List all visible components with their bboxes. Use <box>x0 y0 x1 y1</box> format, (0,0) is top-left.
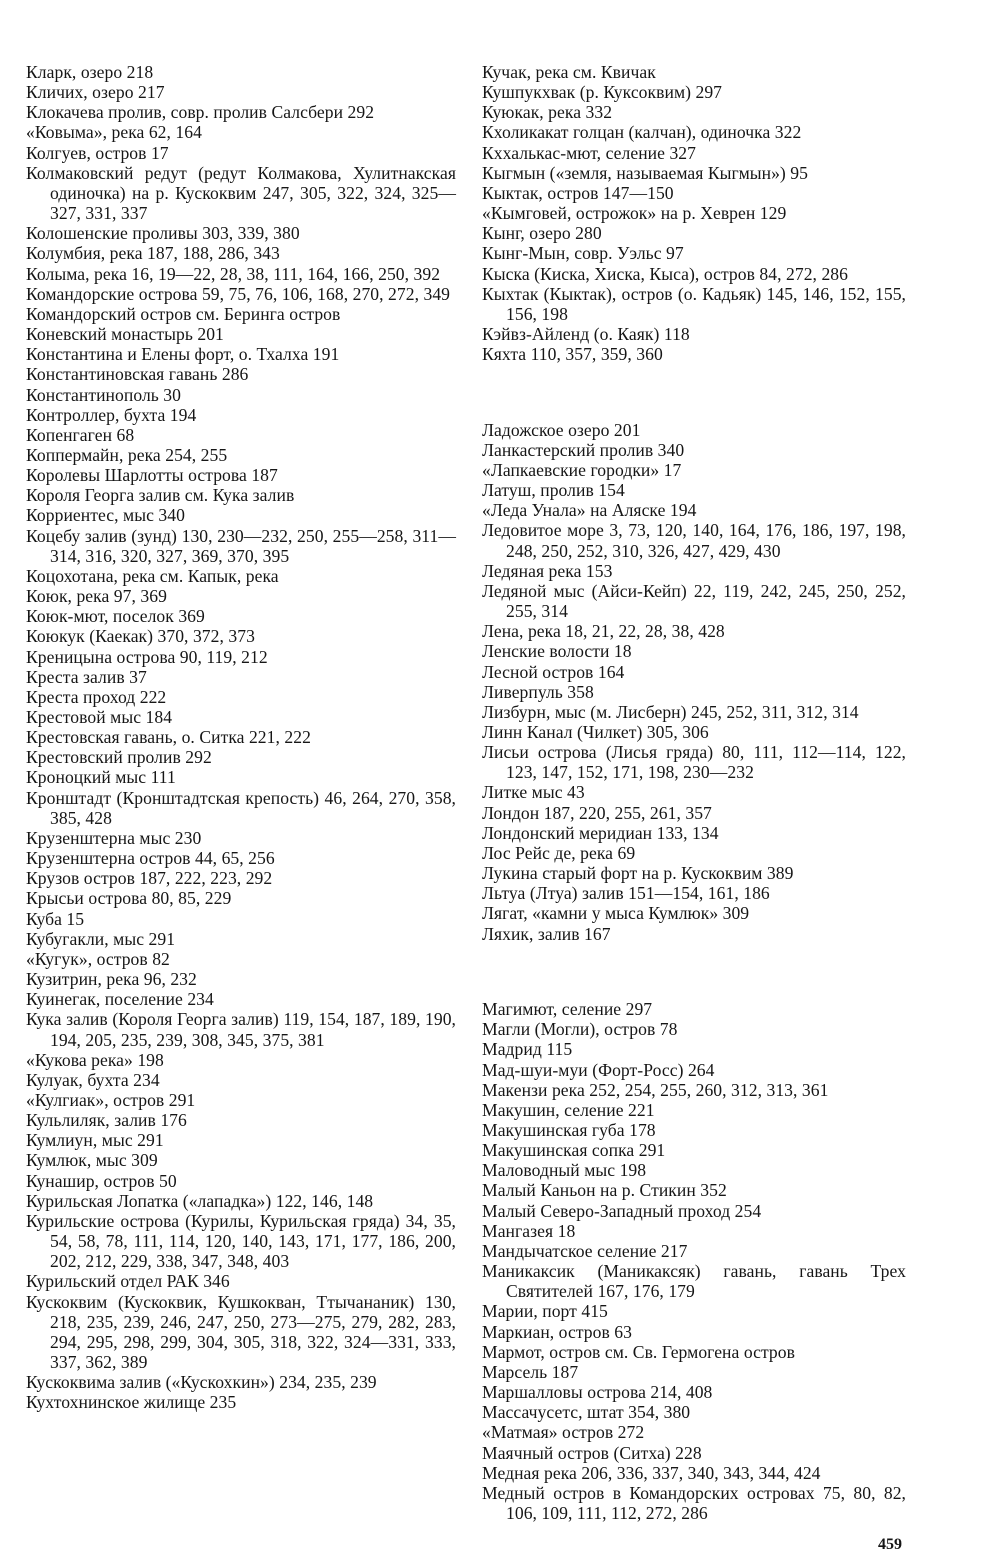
index-entry: Марии, порт 415 <box>482 1301 608 1322</box>
index-entry: Ливерпуль 358 <box>482 681 594 702</box>
index-entry: Крестовская гавань, о. Ситка 221, 222 <box>26 727 311 748</box>
index-entry: Мангазея 18 <box>482 1220 576 1241</box>
index-entry: Креста залив 37 <box>26 666 147 687</box>
index-entry: Лесной остров 164 <box>482 661 625 682</box>
page-number: 459 <box>878 1536 902 1553</box>
index-entry: Корриентес, мыс 340 <box>26 505 185 526</box>
index-entry: Латуш, пролив 154 <box>482 480 625 501</box>
index-entry: Клокачева пролив, совр. пролив Салсбери 292 <box>26 102 375 123</box>
index-entry: Маловодный мыс 198 <box>482 1160 647 1181</box>
index-entry: Кларк, озеро 218 <box>26 62 154 82</box>
index-entry: Макензи река 252, 254, 255, 260, 312, 313, 361 <box>482 1079 829 1100</box>
index-entry: Крузов остров 187, 222, 223, 292 <box>26 868 273 889</box>
index-entry: Маячный остров (Ситха) 228 <box>482 1442 702 1463</box>
index-entry: Колумбия, река 187, 188, 286, 343 <box>26 243 280 264</box>
index-entry: Коцебу залив (зунд) 130, 230—232, 250, 255—258, 311—314, 316, 320, 327, 369, 370, 395 <box>26 525 456 566</box>
index-entry: Коневский монастырь 201 <box>26 324 224 345</box>
index-entry: Медная река 206, 336, 337, 340, 343, 344, 424 <box>482 1462 821 1483</box>
index-entry: Магимют, селение 297 <box>482 999 653 1020</box>
index-entry: Медный остров в Командорских островах 75, 80, 82, 106, 109, 111, 112, 272, 286 <box>482 1482 906 1523</box>
index-entry: Куба 15 <box>26 908 85 929</box>
index-entry: «Кукова река» 198 <box>26 1049 164 1070</box>
index-entry: Маркиан, остров 63 <box>482 1321 632 1342</box>
index-entry: Кузитрин, река 96, 232 <box>26 969 197 990</box>
index-entry: Массачусетс, штат 354, 380 <box>482 1402 691 1423</box>
index-entry: Креницына острова 90, 119, 212 <box>26 646 268 667</box>
index-entry: Лягат, «камни у мыса Кумлюк» 309 <box>482 903 750 924</box>
index-entry: Крузенштерна остров 44, 65, 256 <box>26 848 275 869</box>
index-entry: Кумлиун, мыс 291 <box>26 1130 164 1151</box>
index-entry: Коппермайн, река 254, 255 <box>26 444 228 465</box>
index-entry: Магли (Могли), остров 78 <box>482 1019 678 1040</box>
index-entry: Маршалловы острова 214, 408 <box>482 1382 713 1403</box>
index-entry: Мадрид 115 <box>482 1039 573 1060</box>
index-entry: Крысьи острова 80, 85, 229 <box>26 888 232 909</box>
index-entry: Кынг, озеро 280 <box>482 223 602 244</box>
index-entry: Короля Георга залив см. Кука залив <box>26 485 295 506</box>
index-entry: Лос Рейс де, река 69 <box>482 842 636 863</box>
index-entry: Марсель 187 <box>482 1361 579 1382</box>
index-entry: Литке мыс 43 <box>482 782 585 803</box>
index-entry: «Кулгиак», остров 291 <box>26 1089 196 1110</box>
index-entry: Командорские острова 59, 75, 76, 106, 168, 270, 272, 349 <box>26 283 451 304</box>
index-entry: Кучак, река см. Квичак <box>482 62 656 82</box>
index-entry: Коюк, река 97, 369 <box>26 586 167 607</box>
index-entry: Креста проход 222 <box>26 686 167 707</box>
index-entry: Кушпукхвак (р. Куксоквим) 297 <box>482 82 723 103</box>
index-entry: Кумлюк, мыс 309 <box>26 1150 158 1171</box>
index-entry: «Кугук», остров 82 <box>26 948 170 969</box>
index-entry: Колошенские проливы 303, 339, 380 <box>26 223 300 244</box>
index-entry: Константина и Елены форт, о. Тхалха 191 <box>26 344 340 365</box>
index-entry: Лондонский меридиан 133, 134 <box>482 822 719 843</box>
index-entry: «Лапкаевские городки» 17 <box>482 459 682 480</box>
index-column-right <box>482 62 906 1523</box>
index-entry: Лондон 187, 220, 255, 261, 357 <box>482 802 712 823</box>
index-entry: Ланкастерский пролив 340 <box>482 439 685 460</box>
index-entry: Мад-шуи-муи (Форт-Росс) 264 <box>482 1059 715 1080</box>
index-entry: Кускоквим (Кускоквик, Кушкокван, Ттычананик) 130, 218, 235, 239, 246, 247, 250, 273—275, 279, 282, 283, 294, 295, 298, 299, 304, 305, 318, 322, 324—331, 333, 337, 362, 389 <box>26 1291 456 1372</box>
index-entry: Ляхик, залив 167 <box>482 923 611 944</box>
index-entry: «Ковыма», река 62, 164 <box>26 122 202 143</box>
index-entry: Кульлиляк, залив 176 <box>26 1110 187 1131</box>
index-entry: Королевы Шарлотты острова 187 <box>26 465 278 486</box>
index-entry: Коюк-мют, поселок 369 <box>26 606 205 627</box>
index-entry: Кулуак, бухта 234 <box>26 1069 160 1090</box>
index-entry: Кыгмын («земля, называемая Кыгмын») 95 <box>482 162 808 183</box>
index-entry: Крузенштерна мыс 230 <box>26 827 202 848</box>
index-entry: Малый Каньон на р. Стикин 352 <box>482 1180 727 1201</box>
index-entry: Ленские волости 18 <box>482 641 632 662</box>
index-entry: Кыска (Киска, Хиска, Кыса), остров 84, 272, 286 <box>482 263 848 284</box>
index-entry: Крестовский пролив 292 <box>26 747 212 768</box>
index-entry: Курильская Лопатка («лападка») 122, 146, 148 <box>26 1190 374 1211</box>
index-entry: Кяхта 110, 357, 359, 360 <box>482 344 663 365</box>
index-entry: Кыктак, остров 147—150 <box>482 182 674 203</box>
index-entry: Кунашир, остров 50 <box>26 1170 177 1191</box>
index-entry: Колыма, река 16, 19—22, 28, 38, 111, 164, 166, 250, 392 <box>26 263 441 284</box>
index-entry: Мармот, остров см. Св. Гермогена остров <box>482 1341 795 1362</box>
index-entry: Лисьи острова (Лисья гряда) 80, 111, 112—114, 122, 123, 147, 152, 171, 198, 230—232 <box>482 742 906 783</box>
index-entry: Макушинская сопка 291 <box>482 1140 666 1161</box>
index-entry: Командорский остров см. Беринга остров <box>26 303 341 324</box>
index-entry: Кухтохнинское жилище 235 <box>26 1392 237 1413</box>
index-entry: Колмаковский редут (редут Колмакова, Хулитнакская одиночка) на р. Кускоквим 247, 305, 322, 324, 325—327, 331, 337 <box>26 162 456 224</box>
index-entry: Куюкак, река 332 <box>482 102 613 123</box>
index-entry: Кххалькас-мют, селение 327 <box>482 142 696 163</box>
index-entry: Константиновская гавань 286 <box>26 364 249 385</box>
index-entry: Коцохотана, река см. Капык, река <box>26 565 279 586</box>
index-entry: Курильский отдел РАК 346 <box>26 1271 230 1292</box>
index-entry: Контроллер, бухта 194 <box>26 404 197 425</box>
index-entry: Коюкук (Каекак) 370, 372, 373 <box>26 626 255 647</box>
index-entry: Ледовитое море 3, 73, 120, 140, 164, 176, 186, 197, 198, 248, 250, 252, 310, 326, 427, 429, 430 <box>482 520 906 561</box>
index-entry: Лукина старый форт на р. Кускоквим 389 <box>482 863 794 884</box>
index-entry: Маникаксик (Маникаксяк) гавань, гавань Трех Святителей 167, 176, 179 <box>482 1261 906 1302</box>
index-entry: Лизбурн, мыс (м. Лисберн) 245, 252, 311, 312, 314 <box>482 701 859 722</box>
index-entry: Льтуа (Лтуа) залив 151—154, 161, 186 <box>482 883 770 904</box>
index-entry: Кроноцкий мыс 111 <box>26 767 176 788</box>
section-gap <box>482 382 906 402</box>
index-entry: Курильские острова (Курилы, Курильская гряда) 34, 35, 54, 58, 78, 111, 114, 120, 140, 143, 171, 177, 186, 200, 202, 212, 229, 338, 347, 348, 403 <box>26 1210 456 1272</box>
index-entry: Копенгаген 68 <box>26 424 135 445</box>
index-entry: Кэйвз-Айленд (о. Каяк) 118 <box>482 324 690 345</box>
index-entry: Ледяная река 153 <box>482 560 613 581</box>
index-entry: Колгуев, остров 17 <box>26 142 169 163</box>
index-entry: Макушин, селение 221 <box>482 1099 655 1120</box>
index-entry: Мандычатское селение 217 <box>482 1240 688 1261</box>
index-column-left <box>26 62 456 1412</box>
index-entry: Кронштадт (Кронштадтская крепость) 46, 264, 270, 358, 385, 428 <box>26 787 456 828</box>
index-entry: Куинегак, поселение 234 <box>26 989 214 1010</box>
index-entry: Ладожское озеро 201 <box>482 419 641 440</box>
index-entry: Кука залив (Короля Георга залив) 119, 154, 187, 189, 190, 194, 205, 235, 239, 308, 345, 375, 381 <box>26 1009 456 1050</box>
index-entry: «Матмая» остров 272 <box>482 1422 645 1443</box>
index-entry: Ледяной мыс (Айси-Кейп) 22, 119, 242, 245, 250, 252, 255, 314 <box>482 580 906 622</box>
index-entry: Кхоликакат голцан (калчан), одиночка 322 <box>482 122 802 143</box>
index-entry: Кубугакли, мыс 291 <box>26 928 176 949</box>
index-entry: Малый Северо-Западный проход 254 <box>482 1200 762 1221</box>
index-entry: «Леда Унала» на Аляске 194 <box>482 500 697 521</box>
section-gap <box>482 961 906 981</box>
index-entry: Лена, река 18, 21, 22, 28, 38, 428 <box>482 621 725 642</box>
index-entry: Кынг-Мын, совр. Уэльс 97 <box>482 243 684 264</box>
index-entry: Линн Канал (Чилкет) 305, 306 <box>482 722 709 743</box>
index-entry: Макушинская губа 178 <box>482 1120 656 1140</box>
index-entry: Кыхтак (Кыктак), остров (о. Кадьяк) 145, 146, 152, 155, 156, 198 <box>482 283 906 324</box>
index-entry: Крестовой мыс 184 <box>26 707 173 727</box>
index-entry: Кускоквима залив («Кускохкин») 234, 235, 239 <box>26 1372 377 1393</box>
index-entry: «Кымговей, острожок» на р. Хеврен 129 <box>482 203 787 224</box>
index-entry: Кличих, озеро 217 <box>26 82 165 103</box>
index-entry: Константинополь 30 <box>26 384 181 405</box>
